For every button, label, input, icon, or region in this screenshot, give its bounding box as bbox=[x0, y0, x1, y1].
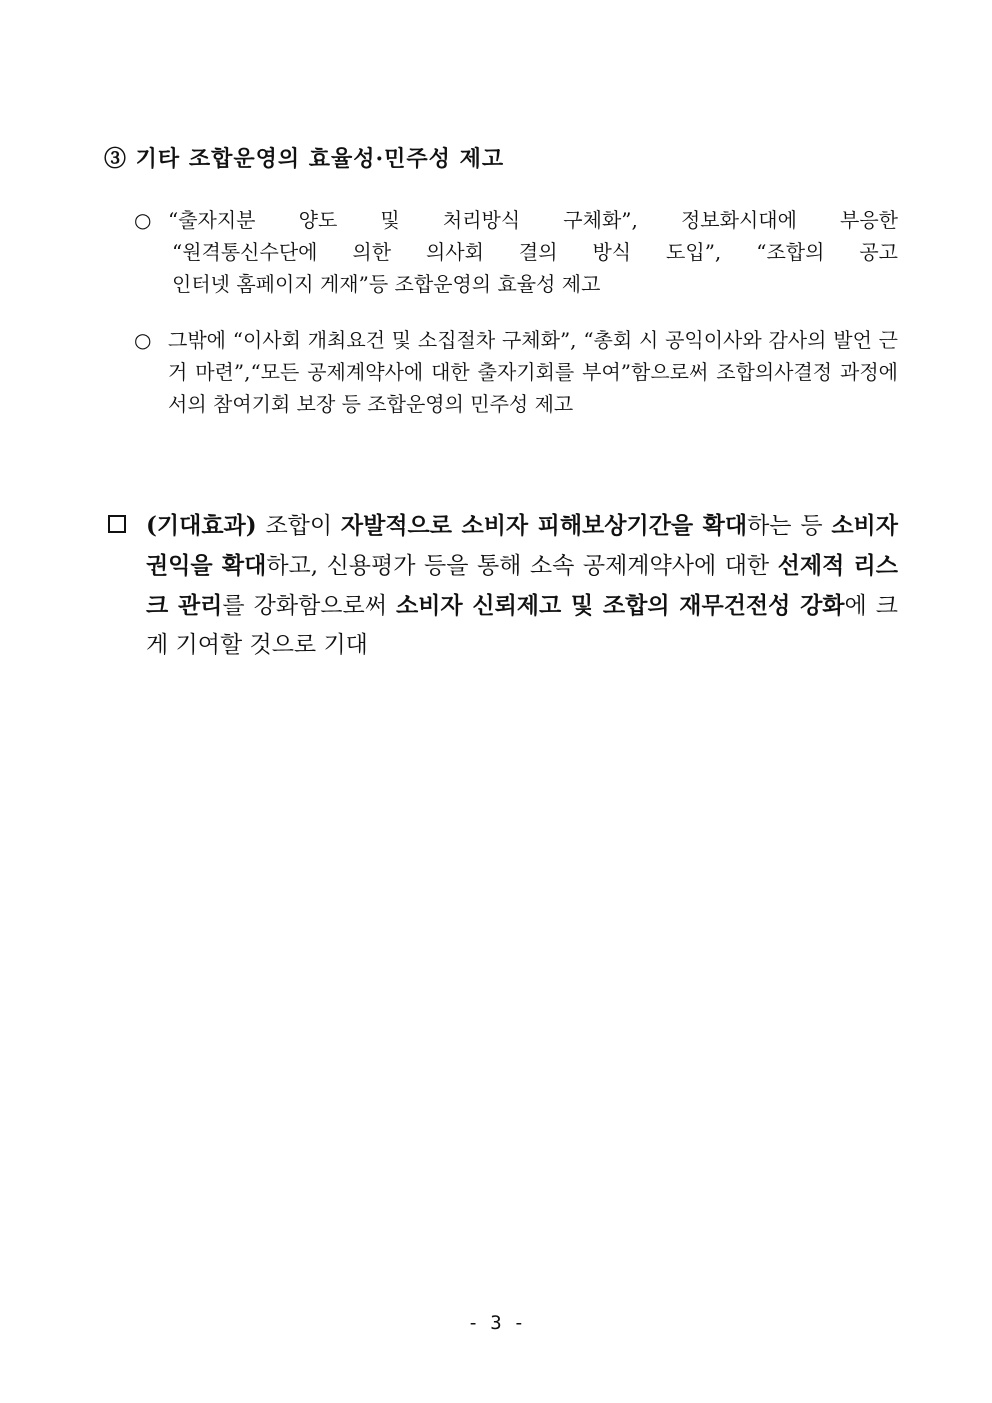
bullet-marker: ○ bbox=[134, 328, 152, 352]
emphasis-text: 자발적으로 소비자 피해보상기간을 확대 bbox=[340, 512, 748, 539]
text-run: 를 강화함으로써 bbox=[222, 593, 396, 619]
bullet-line: “원격통신수단에 의한 의사회 결의 방식 도입”, “조합의 공고 bbox=[172, 240, 898, 264]
checkbox-square-icon bbox=[108, 515, 126, 533]
section-heading: ③ 기타 조합운영의 효율성·민주성 제고 bbox=[104, 146, 505, 172]
bullet-body bbox=[168, 204, 898, 300]
emphasis-text: 소비자 신뢰제고 및 조합의 재무건전성 강화 bbox=[395, 592, 845, 619]
text-run: 에 크게 기여할 것으로 기대 bbox=[146, 593, 898, 658]
bullet-item-efficiency bbox=[134, 204, 898, 300]
text-run: 조합이 bbox=[256, 513, 341, 539]
expected-effect-text bbox=[146, 506, 898, 665]
text-run: 하는 등 bbox=[747, 513, 832, 539]
emphasis-text: 선제적 리스크 관리 bbox=[146, 552, 898, 619]
bullet-marker: ○ bbox=[134, 208, 152, 232]
bullet-line: 인터넷 홈페이지 게재”등 조합운영의 효율성 제고 bbox=[172, 272, 601, 296]
text-run: 하고, 신용평가 등을 통해 소속 공제계약사에 대한 bbox=[266, 553, 778, 579]
bullet-line: “출자지분 양도 및 처리방식 구체화”, 정보화시대에 부응한 bbox=[168, 208, 898, 232]
page-number: - 3 - bbox=[467, 1312, 525, 1334]
expected-effect-paragraph bbox=[108, 506, 898, 665]
emphasis-text: 소비자 권익을 확대 bbox=[146, 512, 898, 579]
bullet-item-democracy bbox=[134, 324, 898, 420]
bullet-body: 그밖에 “이사회 개최요건 및 소집절차 구체화”, “총회 시 공익이사와 감사의 발언 근거 마련”,“모든 공제계약사에 대한 출자기회를 부여”함으로써 조합의사결정 과정에서의 참여기회 보장 등 조합운영의 민주성 제고 bbox=[168, 328, 898, 416]
expected-effect-label: (기대효과) bbox=[146, 512, 257, 539]
